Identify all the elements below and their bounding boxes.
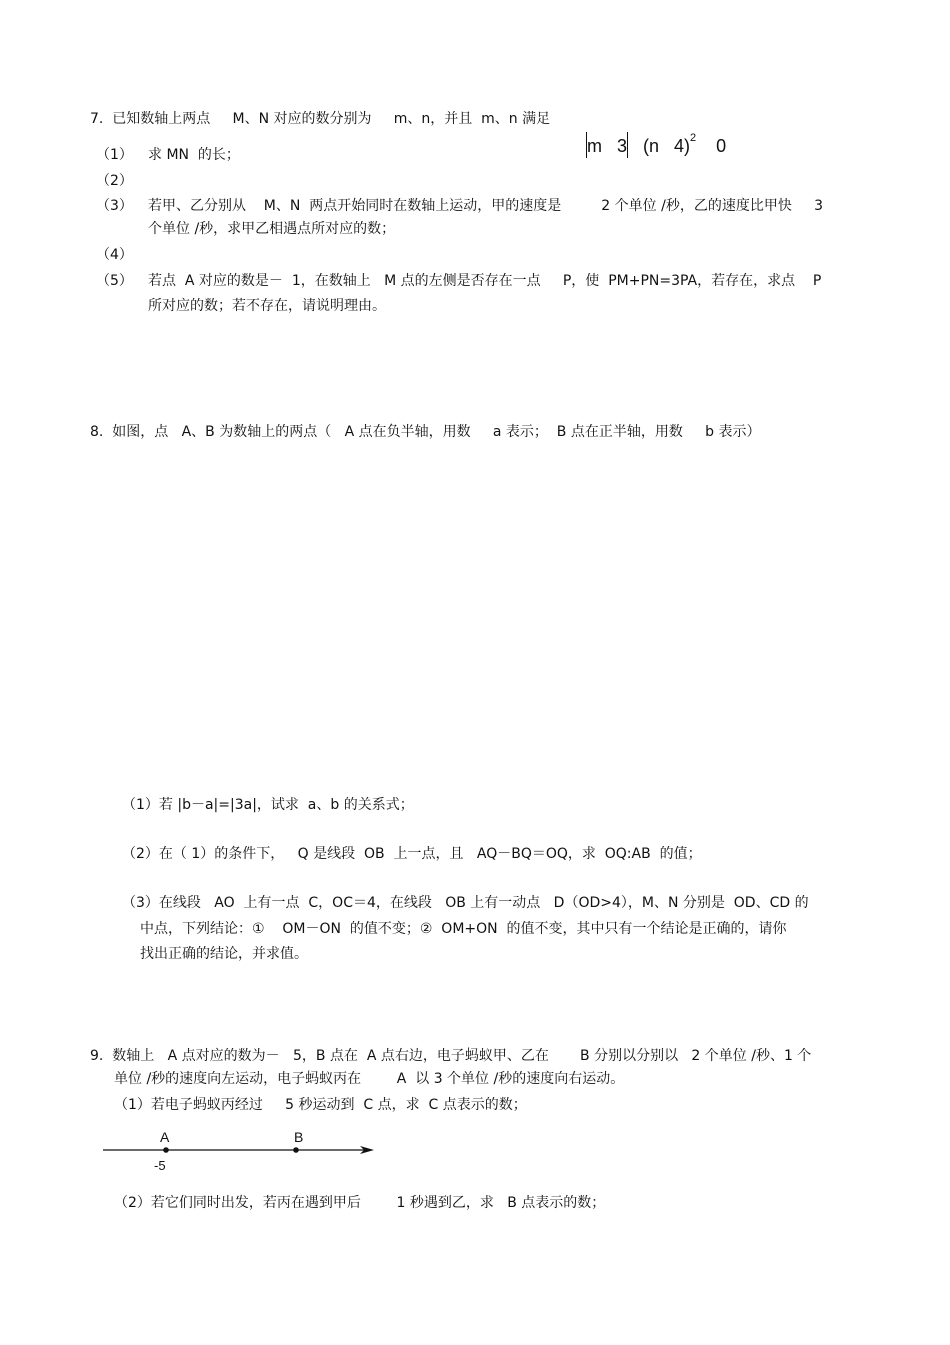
formula-exponent: 2 [690, 132, 697, 144]
q7-item-num: （4） [96, 247, 133, 263]
q7-item-num: （1） [96, 147, 133, 163]
point-b-dot [293, 1147, 299, 1153]
q9-stem-line1: 9. 数轴上 A 点对应的数为－ 5，B 点在 A 点右边，电子蚂蚁甲、乙在 B 分别以分别以 2 个单位 /秒、1 个 [90, 1048, 812, 1064]
q9-part2: （2）若它们同时出发，若丙在遇到甲后 1 秒遇到乙，求 B 点表示的数； [114, 1195, 606, 1211]
formula-part3: 0 [696, 136, 727, 156]
formula-part1: m 3 [587, 136, 628, 156]
point-b-label: B [294, 1129, 304, 1145]
q9-part1: （1）若电子蚂蚁丙经过 5 秒运动到 C 点，求 C 点表示的数； [114, 1097, 527, 1113]
q8-part1: （1）若 |b－a|=|3a|，试求 a、b 的关系式； [122, 797, 414, 813]
q8-part3-line1: （3）在线段 AO 上有一点 C，OC＝4，在线段 OB 上有一动点 D（OD>4），M、N 分别是 OD、CD 的 [122, 895, 809, 911]
point-a-dot [163, 1147, 169, 1153]
q7-item-num: （2） [96, 173, 133, 189]
q8-part3-line2: 中点，下列结论：① OM－ON 的值不变；② OM+ON 的值不变，其中只有一个结论是正确的，请你 [140, 921, 787, 937]
q7-item-num: （5） [96, 273, 133, 289]
q9-stem-line2: 单位 /秒的速度向左运动，电子蚂蚁丙在 A 以 3 个单位 /秒的速度向右运动。 [114, 1071, 625, 1087]
q7-item-cont: 个单位 /秒，求甲乙相遇点所对应的数； [148, 221, 396, 237]
point-a-label: A [160, 1129, 170, 1145]
q7-item-text: 若点 A 对应的数是－ 1，在数轴上 M 点的左侧是否存在一点 P，使 PM+PN=3PA，若存在，求点 P [148, 273, 822, 289]
q7-item-text: 求 MN 的长； [148, 147, 240, 163]
q7-item-cont: 所对应的数；若不存在，请说明理由。 [148, 298, 386, 314]
q7-stem: 7. 已知数轴上两点 M、N 对应的数分别为 m、n，并且 m、n 满足 [90, 111, 551, 127]
q8-part2: （2）在（ 1）的条件下， Q 是线段 OB 上一点，且 AQ－BQ＝OQ，求 OQ:AB 的值； [122, 846, 702, 862]
q7-item-num: （3） [96, 198, 133, 214]
q8-stem: 8. 如图，点 A、B 为数轴上的两点（ A 点在负半轴，用数 a 表示； B 点在正半轴，用数 b 表示） [90, 424, 761, 440]
q8-part3-line3: 找出正确的结论，并求值。 [140, 946, 308, 962]
point-a-value: -5 [154, 1158, 166, 1173]
q7-item-text: 若甲、乙分别从 M、N 两点开始同时在数轴上运动，甲的速度是 2 个单位 /秒，乙的速度比甲快 3 [148, 198, 823, 214]
q7-condition-formula [576, 106, 727, 156]
number-line-figure [100, 1128, 390, 1178]
formula-part2: (n 4) [628, 136, 691, 156]
